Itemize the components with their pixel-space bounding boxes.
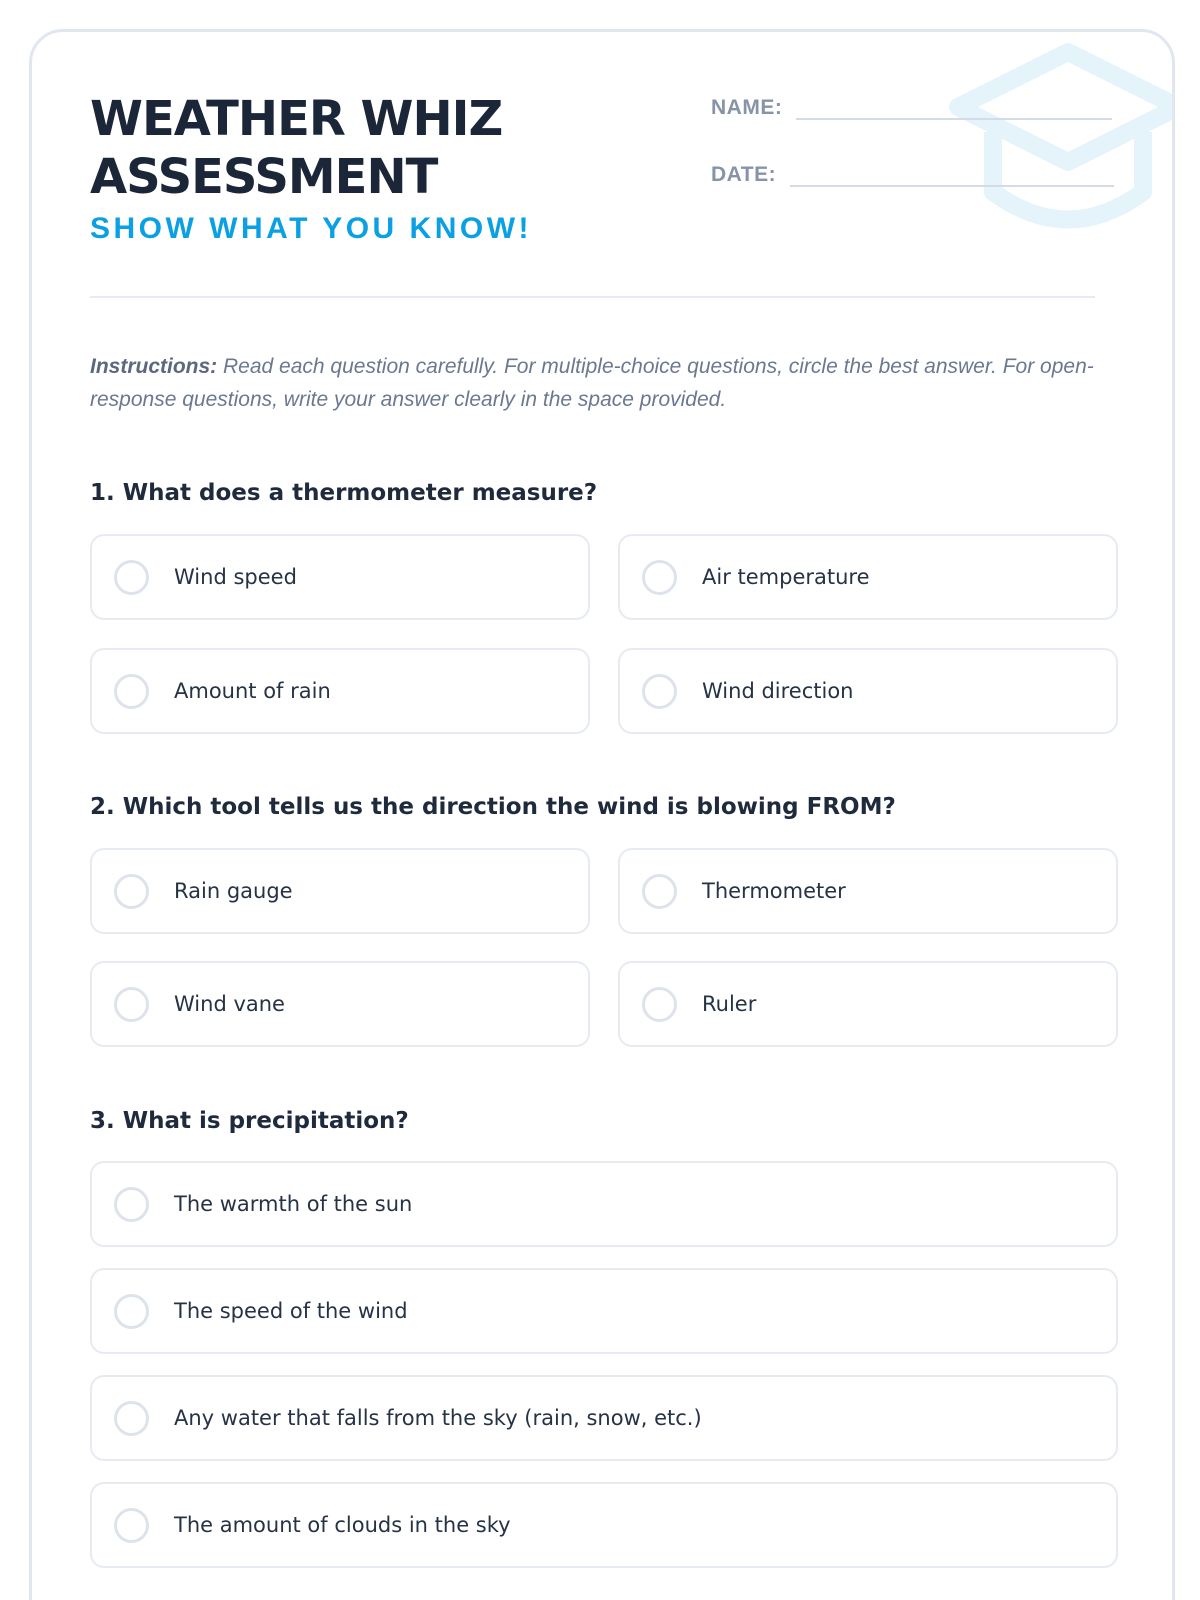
- page-subtitle: SHOW WHAT YOU KNOW!: [90, 212, 533, 245]
- q3-option-3[interactable]: [90, 1375, 1118, 1461]
- option-label: Ruler: [702, 992, 757, 1016]
- q1-option-4[interactable]: [618, 648, 1118, 734]
- radio-circle[interactable]: [642, 987, 677, 1022]
- q2-option-1[interactable]: [90, 848, 590, 934]
- question-3: 3. What is precipitation?: [90, 1108, 409, 1134]
- instructions-text: Read each question carefully. For multiple-choice questions, circle the best answer. For open-response questions, write your answer clearly in the space provided.: [90, 355, 1094, 411]
- question-2: 2. Which tool tells us the direction the wind is blowing FROM?: [90, 794, 896, 820]
- instructions: [90, 350, 1100, 416]
- radio-circle[interactable]: [114, 560, 149, 595]
- radio-circle[interactable]: [114, 987, 149, 1022]
- radio-circle[interactable]: [114, 1508, 149, 1543]
- option-label: Air temperature: [702, 565, 870, 589]
- graduation-cap-icon: [918, 32, 1175, 252]
- date-label: DATE:: [711, 163, 777, 186]
- question-1: 1. What does a thermometer measure?: [90, 480, 598, 506]
- q3-option-2[interactable]: [90, 1268, 1118, 1354]
- q3-option-1[interactable]: [90, 1161, 1118, 1247]
- q1-option-2[interactable]: [618, 534, 1118, 620]
- radio-circle[interactable]: [114, 1401, 149, 1436]
- q1-option-3[interactable]: [90, 648, 590, 734]
- q3-option-4[interactable]: [90, 1482, 1118, 1568]
- radio-circle[interactable]: [114, 1187, 149, 1222]
- option-label: Thermometer: [702, 879, 846, 903]
- option-label: The warmth of the sun: [174, 1192, 413, 1216]
- date-field[interactable]: [711, 163, 1114, 187]
- option-label: The amount of clouds in the sky: [174, 1513, 511, 1537]
- radio-circle[interactable]: [642, 674, 677, 709]
- option-label: Wind direction: [702, 679, 854, 703]
- instructions-lead: Instructions:: [90, 355, 218, 378]
- date-line[interactable]: [790, 165, 1114, 187]
- page-title: WEATHER WHIZ ASSESSMENT: [90, 91, 503, 205]
- name-line[interactable]: [796, 98, 1112, 120]
- option-label: Wind speed: [174, 565, 297, 589]
- radio-circle[interactable]: [114, 1294, 149, 1329]
- option-label: Amount of rain: [174, 679, 331, 703]
- q2-option-2[interactable]: [618, 848, 1118, 934]
- worksheet-page: [29, 29, 1175, 1600]
- radio-circle[interactable]: [114, 674, 149, 709]
- q1-option-1[interactable]: [90, 534, 590, 620]
- radio-circle[interactable]: [642, 560, 677, 595]
- header-divider: [90, 296, 1095, 298]
- option-label: The speed of the wind: [174, 1299, 408, 1323]
- q2-option-3[interactable]: [90, 961, 590, 1047]
- option-label: Any water that falls from the sky (rain, snow, etc.): [174, 1406, 702, 1430]
- radio-circle[interactable]: [114, 874, 149, 909]
- q2-option-4[interactable]: [618, 961, 1118, 1047]
- radio-circle[interactable]: [642, 874, 677, 909]
- name-label: NAME:: [711, 96, 783, 119]
- name-field[interactable]: [711, 96, 1112, 120]
- option-label: Wind vane: [174, 992, 285, 1016]
- option-label: Rain gauge: [174, 879, 293, 903]
